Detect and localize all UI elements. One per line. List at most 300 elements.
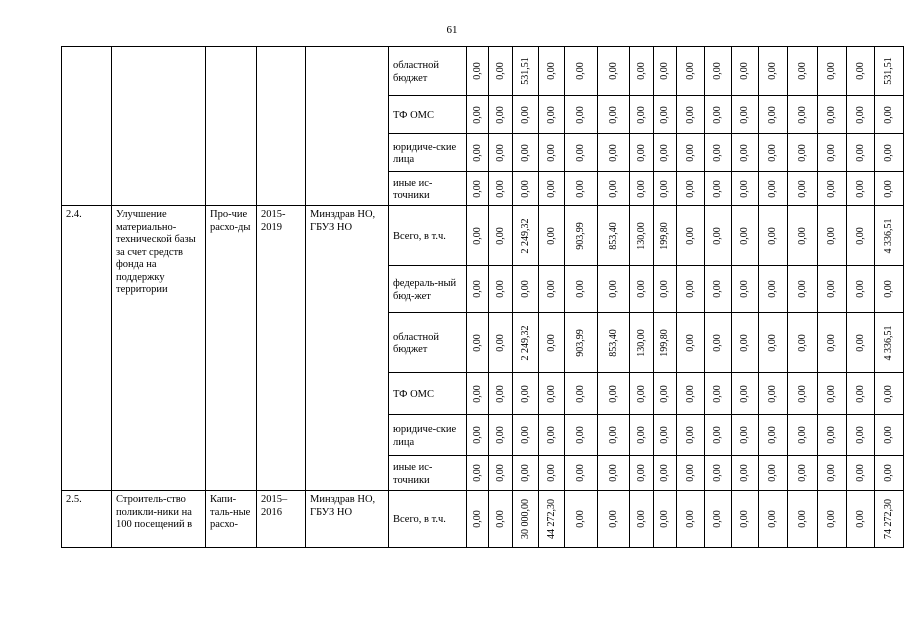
value-cell	[788, 96, 818, 134]
value-cell	[630, 373, 654, 415]
value-text: 0,00	[796, 333, 808, 352]
value-cell	[788, 134, 818, 172]
value-text: 0,00	[574, 464, 586, 482]
value-cell	[677, 134, 705, 172]
value-cell	[705, 47, 732, 96]
value-text: 0,00	[854, 226, 866, 245]
value-text: 0,00	[882, 280, 894, 298]
executor-cell: Минздрав НО, ГБУЗ НО	[306, 206, 389, 491]
funding-source-cell: Всего, в т.ч.	[389, 206, 467, 266]
value-text: 0,00	[545, 62, 557, 80]
value-cell	[489, 172, 513, 206]
value-cell	[705, 266, 732, 313]
value-text: 0,00	[738, 62, 750, 80]
value-cell	[875, 313, 904, 373]
value-text: 0,00	[796, 464, 808, 482]
value-cell	[467, 373, 489, 415]
value-cell	[598, 313, 630, 373]
value-cell	[759, 415, 788, 456]
value-text: 0,00	[825, 62, 837, 80]
value-text: 0,00	[882, 464, 894, 482]
value-text: 0,00	[658, 179, 670, 198]
value-text: 0,00	[766, 62, 778, 80]
item-name-cell: Строитель-ство поликли-ники на 100 посещений в	[112, 491, 206, 548]
value-text: 0,00	[658, 384, 670, 403]
value-cell	[847, 313, 875, 373]
value-text: 0,00	[471, 105, 483, 124]
value-text: 0,00	[825, 179, 837, 198]
budget-table	[61, 46, 904, 548]
item-code-cell: 2.4.	[62, 206, 112, 491]
value-text: 0,00	[607, 62, 619, 80]
value-cell	[654, 313, 677, 373]
value-text: 0,00	[684, 510, 696, 528]
value-text: 0,00	[545, 280, 557, 298]
value-cell	[630, 266, 654, 313]
value-cell	[467, 456, 489, 491]
cost-type-cell	[206, 47, 257, 206]
value-text: 0,00	[825, 280, 837, 298]
value-cell	[513, 134, 539, 172]
value-cell	[598, 47, 630, 96]
value-text: 0,00	[607, 105, 619, 124]
value-cell	[759, 134, 788, 172]
value-cell	[875, 206, 904, 266]
funding-source-cell: областной бюджет	[389, 313, 467, 373]
value-text: 0,00	[825, 426, 837, 444]
value-cell	[788, 313, 818, 373]
value-cell	[513, 47, 539, 96]
value-cell	[875, 172, 904, 206]
value-text: 0,00	[684, 464, 696, 482]
value-cell	[705, 313, 732, 373]
value-text: 4 336,51	[882, 218, 894, 253]
value-cell	[489, 47, 513, 96]
value-cell	[513, 96, 539, 134]
value-text: 0,00	[854, 179, 866, 198]
value-cell	[539, 373, 565, 415]
value-cell	[875, 134, 904, 172]
value-text: 199,80	[658, 328, 670, 357]
value-text: 130,00	[635, 328, 647, 357]
value-cell	[847, 491, 875, 548]
value-cell	[818, 172, 847, 206]
value-cell	[565, 134, 598, 172]
value-cell	[539, 415, 565, 456]
value-text: 0,00	[684, 384, 696, 403]
value-cell	[565, 415, 598, 456]
value-text: 0,00	[471, 426, 483, 444]
value-text: 0,00	[545, 226, 557, 245]
value-text: 0,00	[711, 179, 723, 198]
value-cell	[513, 266, 539, 313]
value-cell	[847, 134, 875, 172]
value-cell	[598, 134, 630, 172]
value-text: 0,00	[658, 62, 670, 80]
value-text: 0,00	[854, 280, 866, 298]
value-text: 0,00	[825, 384, 837, 403]
value-text: 0,00	[738, 384, 750, 403]
value-cell	[788, 172, 818, 206]
value-text: 0,00	[658, 105, 670, 124]
value-cell	[489, 313, 513, 373]
value-text: 0,00	[882, 426, 894, 444]
value-cell	[565, 206, 598, 266]
value-text: 0,00	[471, 384, 483, 403]
value-text: 0,00	[574, 62, 586, 80]
value-text: 0,00	[519, 384, 531, 403]
value-text: 0,00	[766, 143, 778, 162]
value-cell	[732, 134, 759, 172]
value-text: 0,00	[882, 179, 894, 198]
value-cell	[467, 134, 489, 172]
value-text: 0,00	[574, 280, 586, 298]
value-cell	[677, 47, 705, 96]
value-text: 903,99	[574, 328, 586, 357]
value-text: 531,51	[882, 57, 894, 85]
value-text: 0,00	[738, 426, 750, 444]
value-cell	[847, 96, 875, 134]
value-cell	[705, 134, 732, 172]
value-cell	[818, 491, 847, 548]
value-text: 0,00	[471, 143, 483, 162]
value-cell	[759, 172, 788, 206]
value-text: 0,00	[711, 226, 723, 245]
value-cell	[847, 456, 875, 491]
value-cell	[677, 172, 705, 206]
value-cell	[539, 96, 565, 134]
value-text: 0,00	[738, 333, 750, 352]
value-text: 0,00	[574, 510, 586, 528]
value-text: 0,00	[738, 143, 750, 162]
value-text: 0,00	[766, 333, 778, 352]
value-text: 0,00	[607, 384, 619, 403]
value-cell	[489, 266, 513, 313]
value-cell	[818, 266, 847, 313]
value-text: 0,00	[635, 143, 647, 162]
value-text: 0,00	[607, 143, 619, 162]
value-text: 0,00	[658, 464, 670, 482]
value-text: 0,00	[711, 333, 723, 352]
value-text: 0,00	[545, 105, 557, 124]
value-cell	[654, 266, 677, 313]
value-text: 0,00	[471, 464, 483, 482]
value-text: 0,00	[494, 62, 506, 80]
value-text: 0,00	[545, 426, 557, 444]
value-cell	[565, 313, 598, 373]
value-cell	[565, 456, 598, 491]
value-cell	[875, 266, 904, 313]
value-text: 0,00	[574, 143, 586, 162]
value-cell	[654, 47, 677, 96]
value-text: 0,00	[738, 280, 750, 298]
funding-source-cell: иные ис-точники	[389, 172, 467, 206]
value-text: 0,00	[796, 510, 808, 528]
value-text: 2 249,32	[519, 218, 531, 253]
value-text: 0,00	[635, 62, 647, 80]
value-cell	[705, 415, 732, 456]
value-text: 0,00	[825, 510, 837, 528]
value-cell	[565, 266, 598, 313]
cost-type-cell: Про-чие расхо-ды	[206, 206, 257, 491]
value-cell	[732, 313, 759, 373]
value-cell	[598, 491, 630, 548]
value-text: 0,00	[607, 280, 619, 298]
value-cell	[875, 96, 904, 134]
period-cell: 2015-2019	[257, 206, 306, 491]
period-cell: 2015–2016	[257, 491, 306, 548]
value-text: 0,00	[607, 179, 619, 198]
value-text: 0,00	[494, 464, 506, 482]
value-cell	[818, 313, 847, 373]
value-cell	[654, 491, 677, 548]
value-text: 0,00	[738, 464, 750, 482]
value-text: 0,00	[494, 384, 506, 403]
value-cell	[788, 491, 818, 548]
value-cell	[539, 47, 565, 96]
value-text: 199,80	[658, 221, 670, 250]
value-text: 130,00	[635, 221, 647, 250]
value-cell	[513, 415, 539, 456]
value-cell	[818, 456, 847, 491]
value-cell	[677, 491, 705, 548]
value-text: 0,00	[635, 179, 647, 198]
funding-source-cell: иные ис-точники	[389, 456, 467, 491]
cost-type-cell: Капи-таль-ные расхо-	[206, 491, 257, 548]
value-text: 0,00	[635, 510, 647, 528]
value-text: 0,00	[545, 179, 557, 198]
value-text: 74 272,30	[882, 499, 894, 539]
value-cell	[630, 134, 654, 172]
value-cell	[705, 456, 732, 491]
value-cell	[875, 491, 904, 548]
value-text: 0,00	[545, 384, 557, 403]
value-text: 0,00	[796, 179, 808, 198]
value-cell	[539, 313, 565, 373]
value-cell	[565, 47, 598, 96]
value-text: 0,00	[766, 384, 778, 403]
value-cell	[598, 373, 630, 415]
value-cell	[788, 456, 818, 491]
item-code-cell	[62, 47, 112, 206]
value-text: 0,00	[825, 105, 837, 124]
funding-source-cell: областной бюджет	[389, 47, 467, 96]
value-text: 0,00	[825, 464, 837, 482]
value-text: 0,00	[854, 510, 866, 528]
value-text: 0,00	[684, 280, 696, 298]
value-cell	[788, 415, 818, 456]
value-cell	[677, 313, 705, 373]
value-text: 4 336,51	[882, 325, 894, 360]
value-cell	[630, 456, 654, 491]
value-cell	[513, 172, 539, 206]
value-text: 0,00	[738, 226, 750, 245]
value-cell	[539, 266, 565, 313]
value-text: 0,00	[607, 464, 619, 482]
value-cell	[732, 373, 759, 415]
value-text: 0,00	[545, 143, 557, 162]
value-text: 0,00	[711, 143, 723, 162]
value-cell	[630, 313, 654, 373]
value-cell	[759, 491, 788, 548]
value-text: 0,00	[519, 105, 531, 124]
value-text: 0,00	[796, 62, 808, 80]
value-text: 0,00	[711, 105, 723, 124]
value-cell	[513, 373, 539, 415]
value-cell	[489, 373, 513, 415]
value-cell	[539, 206, 565, 266]
value-text: 0,00	[494, 280, 506, 298]
value-text: 0,00	[494, 179, 506, 198]
value-cell	[759, 266, 788, 313]
value-text: 0,00	[574, 179, 586, 198]
value-text: 0,00	[854, 105, 866, 124]
value-text: 0,00	[684, 426, 696, 444]
value-cell	[598, 206, 630, 266]
value-cell	[654, 96, 677, 134]
value-cell	[847, 415, 875, 456]
value-cell	[875, 47, 904, 96]
value-cell	[705, 96, 732, 134]
value-text: 0,00	[825, 333, 837, 352]
value-cell	[565, 373, 598, 415]
value-text: 0,00	[471, 510, 483, 528]
value-cell	[759, 456, 788, 491]
value-text: 853,40	[607, 328, 619, 357]
value-cell	[598, 172, 630, 206]
value-text: 0,00	[684, 333, 696, 352]
value-cell	[818, 134, 847, 172]
value-text: 0,00	[738, 179, 750, 198]
value-cell	[788, 47, 818, 96]
value-text: 0,00	[545, 464, 557, 482]
value-cell	[630, 206, 654, 266]
value-cell	[732, 96, 759, 134]
value-cell	[467, 96, 489, 134]
value-cell	[677, 373, 705, 415]
value-cell	[565, 96, 598, 134]
value-cell	[630, 47, 654, 96]
value-text: 0,00	[711, 426, 723, 444]
value-cell	[565, 172, 598, 206]
value-text: 0,00	[574, 105, 586, 124]
value-text: 0,00	[854, 62, 866, 80]
value-text: 0,00	[635, 426, 647, 444]
value-cell	[732, 266, 759, 313]
item-name-cell: Улучшение материально-технической базы за счет средств фонда на поддержку территории	[112, 206, 206, 491]
value-cell	[705, 172, 732, 206]
value-text: 0,00	[711, 280, 723, 298]
value-cell	[489, 134, 513, 172]
value-cell	[732, 491, 759, 548]
value-text: 0,00	[471, 280, 483, 298]
value-text: 0,00	[766, 179, 778, 198]
value-text: 2 249,32	[519, 325, 531, 360]
value-text: 44 272,30	[545, 499, 557, 539]
value-cell	[467, 47, 489, 96]
value-cell	[513, 491, 539, 548]
value-cell	[847, 373, 875, 415]
value-text: 0,00	[766, 464, 778, 482]
value-cell	[705, 373, 732, 415]
value-text: 0,00	[766, 280, 778, 298]
funding-source-cell: федераль-ный бюд-жет	[389, 266, 467, 313]
item-code-cell: 2.5.	[62, 491, 112, 548]
value-cell	[630, 96, 654, 134]
value-text: 0,00	[796, 426, 808, 444]
value-text: 0,00	[796, 280, 808, 298]
value-cell	[467, 206, 489, 266]
value-text: 0,00	[519, 426, 531, 444]
value-cell	[654, 415, 677, 456]
value-text: 0,00	[711, 464, 723, 482]
value-text: 0,00	[471, 62, 483, 80]
table-row	[62, 47, 904, 96]
value-text: 0,00	[635, 384, 647, 403]
value-cell	[788, 266, 818, 313]
value-cell	[677, 96, 705, 134]
value-cell	[467, 491, 489, 548]
value-cell	[759, 313, 788, 373]
value-cell	[489, 415, 513, 456]
value-cell	[788, 206, 818, 266]
value-text: 0,00	[854, 143, 866, 162]
value-cell	[489, 456, 513, 491]
value-text: 0,00	[738, 105, 750, 124]
value-cell	[759, 96, 788, 134]
value-cell	[565, 491, 598, 548]
value-cell	[759, 47, 788, 96]
value-cell	[630, 491, 654, 548]
value-cell	[818, 47, 847, 96]
value-text: 0,00	[471, 179, 483, 198]
value-cell	[513, 313, 539, 373]
value-text: 0,00	[684, 105, 696, 124]
value-cell	[654, 373, 677, 415]
value-cell	[732, 206, 759, 266]
value-cell	[818, 206, 847, 266]
value-cell	[847, 172, 875, 206]
value-text: 0,00	[607, 426, 619, 444]
value-text: 0,00	[882, 384, 894, 403]
value-text: 0,00	[766, 510, 778, 528]
value-text: 0,00	[796, 105, 808, 124]
funding-source-cell: ТФ ОМС	[389, 373, 467, 415]
value-text: 0,00	[825, 226, 837, 245]
value-cell	[847, 47, 875, 96]
value-cell	[654, 456, 677, 491]
value-text: 0,00	[574, 426, 586, 444]
value-text: 0,00	[684, 62, 696, 80]
page-number: 61	[446, 24, 458, 36]
value-text: 0,00	[882, 105, 894, 124]
value-text: 0,00	[658, 510, 670, 528]
value-cell	[598, 415, 630, 456]
value-text: 0,00	[796, 384, 808, 403]
funding-source-cell: ТФ ОМС	[389, 96, 467, 134]
value-text: 0,00	[519, 179, 531, 198]
value-text: 0,00	[711, 510, 723, 528]
value-cell	[513, 456, 539, 491]
value-cell	[654, 134, 677, 172]
value-text: 0,00	[471, 333, 483, 352]
value-cell	[598, 96, 630, 134]
value-cell	[598, 266, 630, 313]
value-text: 0,00	[658, 280, 670, 298]
value-text: 0,00	[854, 464, 866, 482]
value-text: 0,00	[882, 143, 894, 162]
value-cell	[467, 172, 489, 206]
